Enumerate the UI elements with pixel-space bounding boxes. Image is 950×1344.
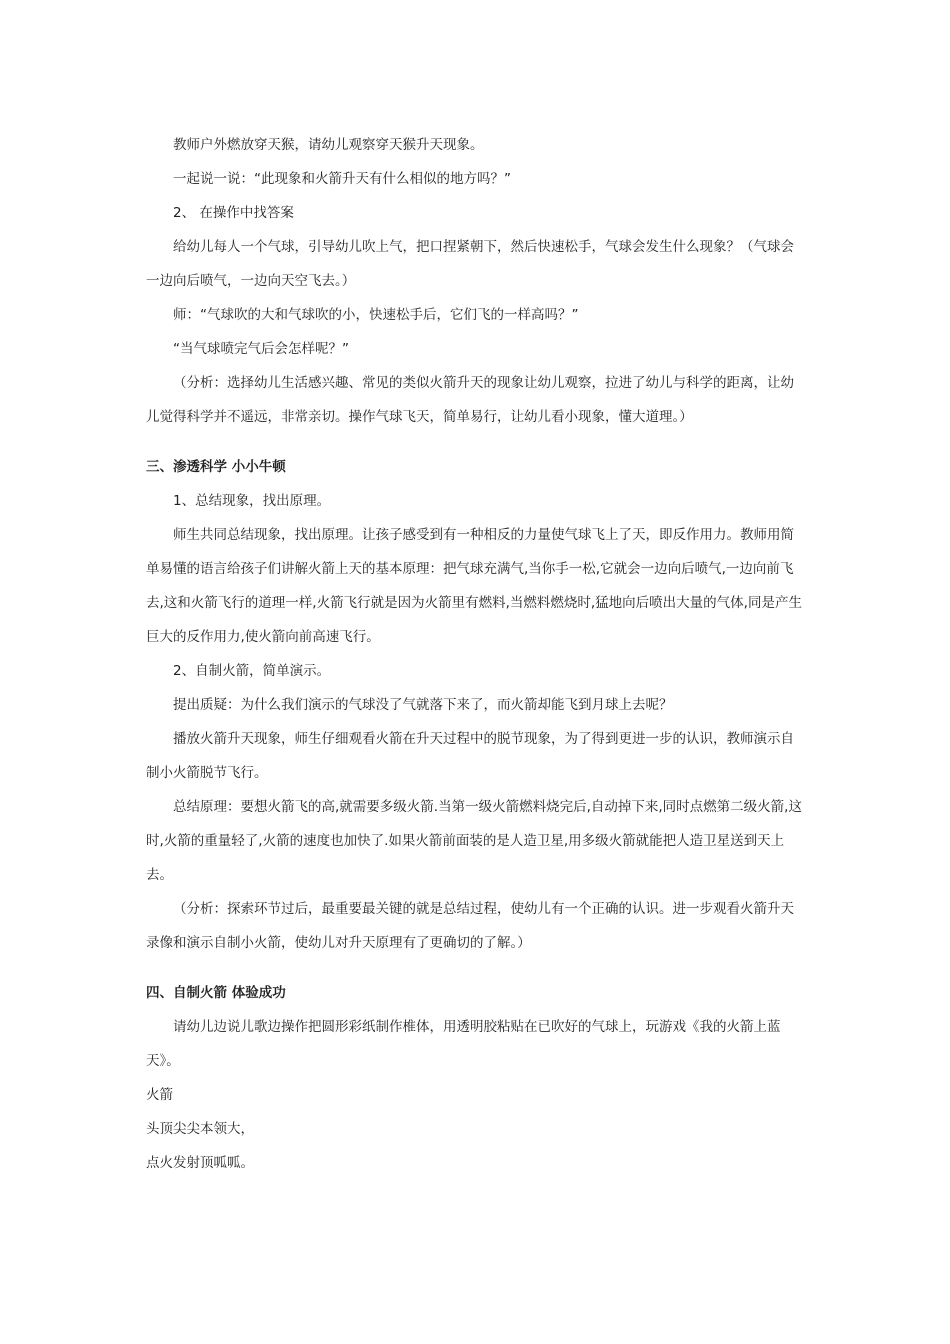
paragraph: 师：“气球吹的大和气球吹的小，快速松手后，它们飞的一样高吗？” [173,307,579,323]
subheading: 1、总结现象，找出原理。 [173,493,331,509]
analysis-note: （分析：选择幼儿生活感兴趣、常见的类似火箭升天的现象让幼儿观察，拉进了幼儿与科学的距离，让幼儿觉得科学并不遥远，非常亲切。操作气球飞天，简单易行，让幼儿看小现象，懂大道理。） [146,375,794,425]
paragraph: 提出质疑：为什么我们演示的气球没了气就落下来了，而火箭却能飞到月球上去呢？ [173,697,673,713]
paragraph: 总结原理：要想火箭飞的高,就需要多级火箭.当第一级火箭燃料烧完后,自动掉下来,同时点燃第二级火箭,这时,火箭的重量轻了,火箭的速度也加快了.如果火箭前面装的是人造卫星,用多级火箭就能把人造卫星送到天上去。 [146,799,802,883]
section-heading-3: 三、渗透科学 小小牛顿 [146,459,286,475]
paragraph: “当气球喷完气后会怎样呢？” [173,341,349,357]
paragraph: 请幼儿边说儿歌边操作把圆形彩纸制作椎体，用透明胶粘贴在已吹好的气球上，玩游戏《我的火箭上蓝天》。 [146,1019,781,1069]
subheading: 2、 在操作中找答案 [173,205,294,221]
paragraph: 教师户外燃放穿天猴，请幼儿观察穿天猴升天现象。 [173,137,484,153]
analysis-note: （分析：探索环节过后，最重要最关键的就是总结过程，使幼儿有一个正确的认识。进一步观看火箭升天录像和演示自制小火箭，使幼儿对升天原理有了更确切的了解。） [146,901,794,951]
paragraph: 播放火箭升天现象，师生仔细观看火箭在升天过程中的脱节现象，为了得到更进一步的认识，教师演示自制小火箭脱节飞行。 [146,731,794,781]
rhyme-title: 火箭 [146,1087,173,1103]
paragraph: 师生共同总结现象，找出原理。让孩子感受到有一种相反的力量使气球飞上了天，即反作用力。教师用简单易懂的语言给孩子们讲解火箭上天的基本原理：把气球充满气,当你手一松,它就会一边向后喷气,一边向前飞去,这和火箭飞行的道理一样,火箭飞行就是因为火箭里有燃料,当燃料燃烧时,猛地向后喷出大量的气体,同是产生巨大的反作用力,使火箭向前高速飞行。 [146,527,802,645]
rhyme-line: 头顶尖尖本领大， [146,1121,254,1137]
subheading: 2、自制火箭，简单演示。 [173,663,331,679]
rhyme-line: 点火发射顶呱呱。 [146,1155,254,1171]
section-heading-4: 四、自制火箭 体验成功 [146,985,286,1001]
paragraph: 一起说一说：“此现象和火箭升天有什么相似的地方吗？” [173,171,511,187]
paragraph: 给幼儿每人一个气球，引导幼儿吹上气，把口捏紧朝下，然后快速松手，气球会发生什么现象？（气球会一边向后喷气，一边向天空飞去。） [146,239,794,289]
document-body [146,128,806,1180]
